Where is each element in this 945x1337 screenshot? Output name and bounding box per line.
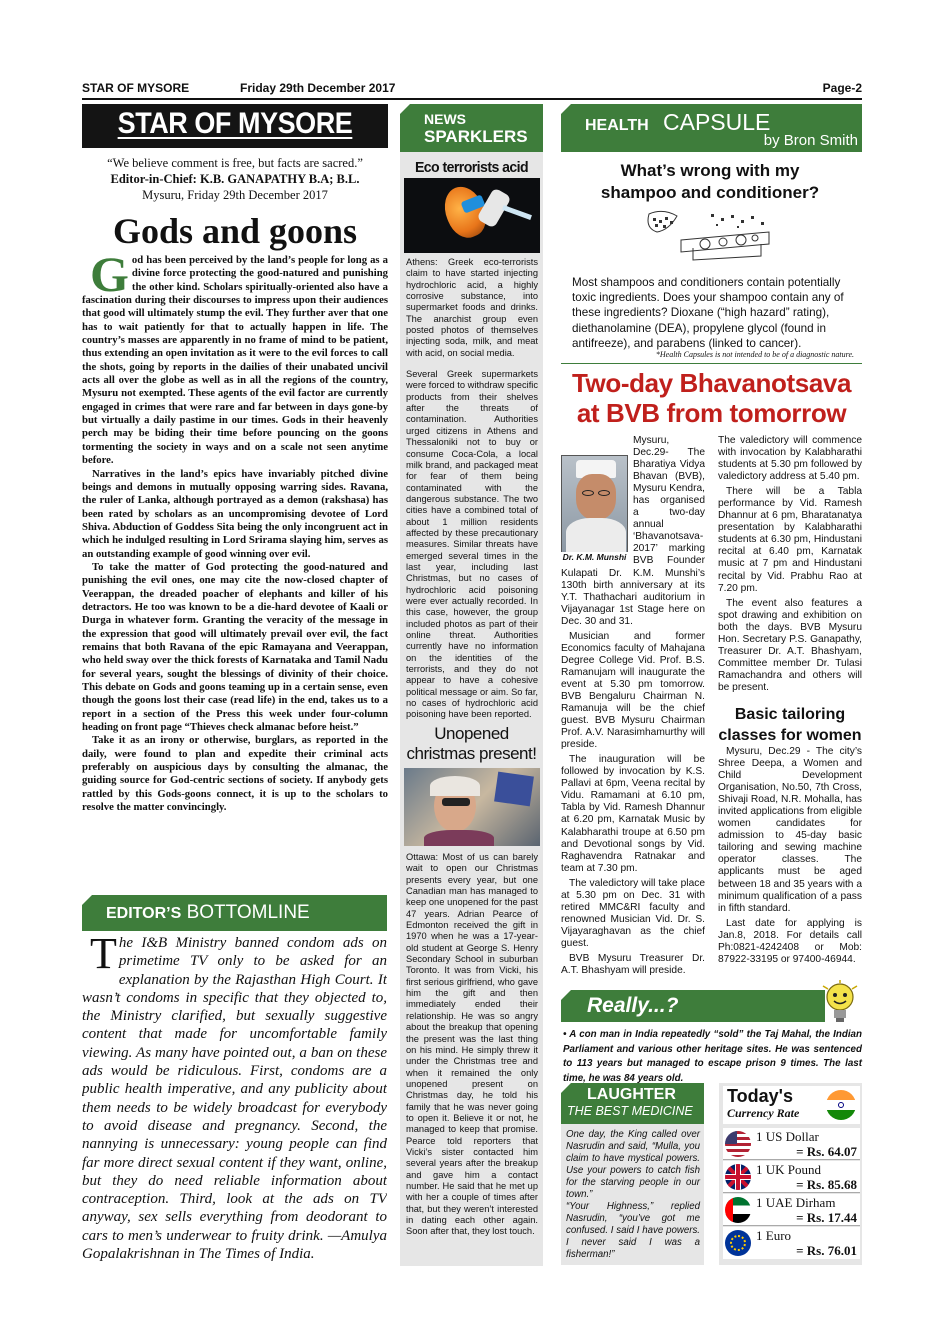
sparklers-paragraph: Several Greek supermarkets were forced to withdraw specific products from their shelves after the threats of contamination. Authorities urged citizens in Athens and Thessaloniki not to buy or consume Coca-Cola, a local milk brand, and packaged meat for fear of them being contaminated with the dangerous substance. The two cities have a combined total of about 1 million residents affected by these precautionary measures. Similar threats have emerged several times in the last year, including last Christmas, but no cases of hydrochloric acid poisoning were ever actually recorded. In this case, however, the group included photos as part of their online threat. Authorities currently have no information on the identities of the terrorists, and they do not appear to have a cohesive political message or aim. So far, no cases of hydrochloric acid poisoning have been reported. — [406, 369, 538, 720]
laughter-body — [566, 1129, 700, 1261]
health-label-b: CAPSULE — [663, 109, 771, 135]
really-label: Really...? — [587, 994, 679, 1017]
rate-row — [723, 1161, 860, 1193]
rate-value: = Rs. 17.44 — [796, 1210, 857, 1225]
masthead-dateline: Mysuru, Friday 29th December 2017 — [142, 188, 328, 202]
page-header — [82, 80, 862, 100]
sparklers-headline-2: Unopened christmas present! — [406, 724, 537, 763]
bottomline-label-a: EDITOR’S — [106, 905, 182, 922]
rate-row — [723, 1227, 860, 1259]
health-title: What’s wrong with my shampoo and conditioner? — [600, 161, 820, 202]
bvb-paragraph: Musician and former Economics faculty of Mahajana Degree College Vid. Prof. B.S. Ramanujam will inaugurate the event at 5.30 pm tomorrow. BVB Bengaluru Chairman N. Ramanuja will be the chief guest. BVB Mysuru Chairman Prof. A.V. Narasimhamurthy will preside. — [561, 630, 705, 751]
bvb-paragraph: Mysuru, Dec.29- The Bharatiya Vidya Bhavan (BVB), Mysuru Kendra, has organised a two-day annual ‘Bhavanotsava-2017’ marking BVB Founder Kulapati Dr. K.M. Munshi’s 130th birth anniversary at its Y.T. Thathachari auditorium in Vijayanagar 1st Stage here on Dec. 30 and 31. — [561, 435, 705, 627]
rate-row — [723, 1128, 860, 1160]
currency-title: Today's — [727, 1086, 793, 1106]
tailoring-body — [718, 746, 862, 986]
header-paper: STAR OF MYSORE — [82, 81, 190, 95]
rate-name: 1 US Dollar — [756, 1129, 819, 1144]
bvb-paragraph: The valedictory will commence with invocation by Kalabharathi students at 5.30 pm followed by valedictory address at 5.40 pm. — [718, 435, 862, 483]
rate-value: = Rs. 85.68 — [796, 1177, 857, 1192]
bottomline-text: he I&B Ministry banned condom ads on primetime TV only to be asked for an explanation by the Rajasthan High Court. It wasn’t condoms in specific that they objected to, the Ministry clarified, but sexually suggestive content that made for uncomfortable family viewing. As many have pointed out, a ban on these ads would be ridiculous. First, condoms are a public health imperative, and any publicity about them needs to be widely broadcast for everybody to avoid disease and pregnancy. Second, the nannying is unnecessary: young people can find far more direct sexual content if they want, online, but they do need reliable information about contraception. Third, look at the ads on TV anyway, sex sells everything from deodorant to cars to men’s underwear to fruity drink. —Amulya Gopalakrishnan in The Times of India. — [82, 935, 387, 1263]
tailoring-paragraph: Mysuru, Dec.29 - The city’s Shree Deepa, a Women and Child Development Organisation, No.50, 7th Cross, Shivaji Road, N.R. Mohalla, has invited applications from eligible women candidates for admission to 45-day basic tailoring and sewing machine operator classes. The applicants must be aged between 18 and 35 years with a minimum qualification of a pass in fifth standard. — [718, 746, 862, 914]
sparklers-label-b: SPARKLERS — [424, 127, 528, 146]
health-label-a: HEALTH — [585, 117, 649, 134]
sparklers-paragraph: Ottawa: Most of us can barely wait to open our Christmas presents every year, but one Canadian man has managed to keep one unopened for the past 47 years. Adrian Pearce of Edmonton received the gift in 1970 when he was a 17-year-old student at George S. Henry Secondary School in suburban Toronto. It was from Vicki, his first serious girlfriend, who gave him the gift and then immediately ended their relationship. He was so angry about the breakup that opening the present was the last thing on his mind. He simply threw it under the Christmas tree and when it remained the only unopened present on Christmas day, he told his family that he was never going to open it. Believe it or not, he managed to keep that promise. Pearce told reporters that Vicki’s sister contacted him several years after the breakup and gave him a contact number. He said that he met up with her a couple of times after that, but they weren’t interested in dating each other again. Soon after that, they lost touch. — [406, 852, 538, 1237]
shampoo-illustration — [641, 210, 777, 266]
rate-name: 1 UK Pound — [756, 1162, 822, 1177]
laughter-header — [561, 1083, 704, 1124]
sparklers-label-a: NEWS — [424, 111, 466, 127]
editorial-dropcap: G — [90, 254, 129, 302]
laughter-label-a: LAUGHTER — [587, 1086, 676, 1103]
tailoring-paragraph: Last date for applying is Jan.8, 2018. For details call Ph:0821-4242408 or Mob: 87922-33195 or 97400-46944. — [718, 917, 862, 965]
bvb-paragraph: There will be a Tabla performance by Vid. Ramesh Dhannur at 6 pm, Bharatanatya presentation by Kalabharathi students at 6.30 pm, Hindustani recital at 6.40 pm, Karnatak music at 7 pm and Hindustani recital by Vid. Prabhu Rao at 7.20 pm. — [718, 486, 862, 594]
editorial-paragraph: Narratives in the land’s epics have invariably pitched divine beings and demons in mutually opposing warring sides. Ravana, the ruler of Lanka, although portrayed as a demon (rakshasa) has been rated by scholars as an uncompromising devotee of Lord Shiva. Abduction of Goddess Sita being the only incongruent act in which he indulged resulting in Lord Srirama slaying him, serves as an outstanding example of good winning over evil. — [82, 467, 388, 560]
editorial-body — [82, 254, 388, 879]
bottomline-body — [82, 934, 387, 1309]
acid-photo — [404, 178, 540, 253]
laughter-line: “Your Highness,” replied Nasrudin, “you’ve got me confused. I said I have powers. I never said I was a fisherman!” — [566, 1201, 700, 1260]
us-flag-icon — [725, 1131, 751, 1157]
sparklers-headline-1: Eco terrorists acid — [414, 159, 529, 176]
bvb-paragraph: The valedictory will take place at 5.30 pm on Dec. 31 with retired MMC&RI faculty and renowned Musician Vid. Dr. S. Vijayaraghavan as the chief guest. — [561, 877, 705, 949]
masthead-title: STAR OF MYSORE — [117, 107, 353, 140]
editorial-paragraph: od has been perceived by the land’s people for long as a divine force protecting the good-natured and punishing the other kind. Scholars spiritually-oriented also have a fascination during their discourses to impress upon their audiences that good will ultimately stump the evil. They further aver that one has to wait patiently for that to actually happen in life. The country’s masses are apparently in no frame of mind to be patient, thus extending an open invitation as it were to the evil forces to call the shots, going by reports in the dailies of their unabated uncivil acts all over the globe as well as in all the regions of the country, Mysuru not exempted. These agents of the evil factor are currently engaged in crimes that were rare and far between in days gone-by but virtually a daily pastime in our times. Gods in their heavenly perch may be biding their time before pouncing on the goons tormenting the society in ways and on a scale not seen anytime before. — [82, 254, 388, 467]
masthead-editor: Editor-in-Chief: K.B. GANAPATHY B.A; B.L. — [110, 172, 360, 186]
editorial-paragraph: Take it as an irony or otherwise, burglars, as reported in the daily, were found to plan and expedite their criminal acts preferably on auspicious days by consulting the almanac, the guiding source for God-centric sections of society. If anybody gets rattled by this Gods-goons connect, it is up to the scholars to resolve the matter convincingly. — [82, 734, 388, 814]
health-note: *Health Capsules is not intended to be of a diagnostic nature. — [655, 350, 854, 359]
really-header — [561, 990, 825, 1022]
health-byline: by Bron Smith — [763, 132, 858, 149]
rate-value: = Rs. 64.07 — [796, 1144, 857, 1159]
india-flag-icon — [826, 1090, 856, 1120]
bvb-col-1 — [561, 435, 705, 987]
rate-row — [723, 1194, 860, 1226]
bvb-paragraph: The inauguration will be followed by invocation by K.S. Pallavi at 6pm, Veena recital by Vidu. Ramamani at 6.10 pm, Tabla by Vid. Ramesh Dhannur at 6.20 pm, Karnatak Music by Kalabharathi troupe at 6.50 pm and Devotional songs by Vid. Raghavendra Ratnakar and team at 7.30 pm. — [561, 754, 705, 874]
masthead — [82, 104, 388, 148]
bottomline-label-b: BOTTOMLINE — [186, 902, 310, 923]
munshi-caption: Dr. K.M. Munshi — [562, 552, 627, 562]
laughter-label-b: THE BEST MEDICINE — [567, 1104, 693, 1118]
bottomline-header — [82, 895, 387, 931]
lightbulb-icon — [820, 980, 860, 1026]
header-page: Page-2 — [822, 81, 862, 95]
eu-flag-icon — [725, 1230, 751, 1256]
health-header — [561, 104, 862, 152]
rate-value: = Rs. 76.01 — [796, 1243, 857, 1258]
sparklers-paragraph: Athens: Greek eco-terrorists claim to have started injecting hydrochloric acid, a highly corrosive substance, into supermarket foods and drinks. The anarchist group even posted photos of themselves injecting soda, milk, and meat with acid, on social media. — [406, 257, 538, 358]
really-fact: A con man in India repeatedly “sold” the Taj Mahal, the Indian Parliament and various other heritage sites. He was sentenced to 113 years but managed to escape prison 9 times. The last time, he was 84 years old. — [563, 1029, 862, 1084]
uae-flag-icon — [725, 1197, 751, 1223]
bullet-icon: • — [563, 1029, 570, 1040]
bvb-col-2 — [718, 435, 862, 703]
rate-name: 1 Euro — [756, 1228, 792, 1243]
currency-subtitle: Currency Rate — [727, 1106, 800, 1120]
sparklers-story-2 — [406, 852, 538, 1262]
bvb-paragraph: The event also features a spot drawing and exhibition on both the days. BVB Mysuru Hon. Secretary P.S. Ganapathy, Treasurer Dr. A.T. Bhashyam, Committee member Dr. Tulasi Ramachandra and others will be present. — [718, 597, 862, 693]
tailoring-title: Basic tailoring classes for women — [718, 706, 862, 744]
bvb-title: Two-day Bhavanotsava at BVB from tomorrow — [571, 368, 852, 428]
pearce-photo — [404, 768, 540, 846]
uk-flag-icon — [725, 1164, 751, 1190]
laughter-line: One day, the King called over Nasrudin and said, “Mulla, you claim to have mystical powers. Use your powers to catch fish for the starving people in our town.” — [566, 1129, 700, 1200]
bvb-paragraph: BVB Mysuru Treasurer Dr. A.T. Bhashyam will preside. — [561, 952, 705, 977]
editorial-title: Gods and goons — [112, 211, 358, 251]
really-text — [563, 1028, 862, 1086]
health-body: Most shampoos and conditioners contain potentially toxic ingredients. Does your shampoo contain any of these ingredients? Dioxane (“high hazard” rating), diethanolamine (DEA), propylene glycol (found in antifreeze), and parabens (linked to cancer). — [572, 276, 844, 350]
currency-header — [723, 1086, 860, 1124]
masthead-motto: “We believe comment is free, but facts are sacred.” — [107, 156, 363, 170]
editorial-paragraph: To take the matter of God protecting the good-natured and punishing the evil ones, one may cite the now-closed chapter of Veerappan, the dreaded poacher of elephants and killer of his detractors. He too was known to be a die-hard devotee of Kaali or Durga in whatever form. Granting the veracity of the message in the expression that good will ultimately prevail over evil, the fact remains that both Ravana of the epic Ramayana and Veerappan, who held sway over the thick forests of Karnataka and Tamil Nadu for several years, sought the blessings of divinity of their choice. This debate on Gods and goons teaming up in a certain sense, even though the goons lost their case (read life) in the end, takes us to a report in a section of the Press this week under four-column heading on front page “Thieves check almanac before heist.” — [82, 560, 388, 734]
sparklers-story-1 — [406, 257, 538, 752]
bottomline-dropcap: T — [90, 934, 117, 978]
rate-name: 1 UAE Dirham — [756, 1195, 836, 1210]
header-date: Friday 29th December 2017 — [240, 81, 396, 95]
sparklers-header — [400, 104, 543, 152]
